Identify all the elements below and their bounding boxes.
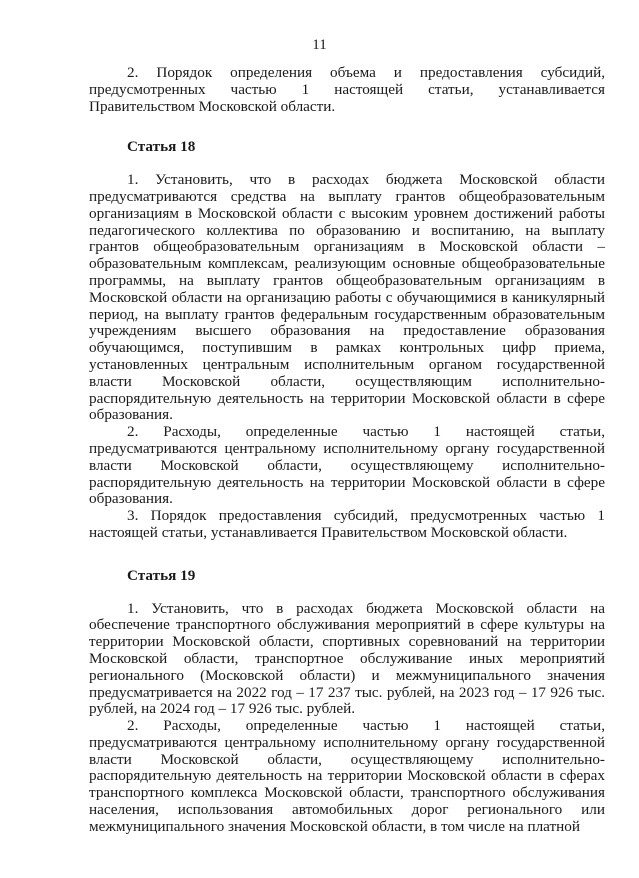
- paragraph: 1. Установить, что в расходах бюджета Московской области предусматриваются средства на выплату грантов общеобразовательным организациям в Московской области с высоким уровнем достижений работы педагогического коллектива по образованию и воспитанию, на выплату грантов общеобразовательным организациям в Московской области – образовательным комплексам, реализующим основные общеобразовательные программы, на выплату грантов общеобразовательным организациям в Московской области на организацию работы с обучающимися в каникулярный период, на выплату грантов федеральным государственным образовательным учреждениям высшего образования на предоставление образования обучающимся, поступившим в рамках контрольных цифр приема, установленных центральным исполнительным органом государственной власти Московской области, осуществляющим исполнительно-распорядительную деятельность на территории Московской области в сфере образования.: [89, 171, 605, 424]
- paragraph: 3. Порядок предоставления субсидий, предусмотренных частью 1 настоящей статьи, устанавливается Правительством Московской области.: [89, 507, 605, 541]
- spacer: [89, 156, 605, 172]
- spacer: [89, 542, 605, 568]
- paragraph: 1. Установить, что в расходах бюджета Московской области на обеспечение транспортного обслуживания мероприятий в сфере культуры на территории Московской области, спортивных соревнований на территории Московской области, транспортное обслуживание иных мероприятий регионального (Московской области) и межмуниципального значения предусматривается на 2022 год – 17 237 тыс. рублей, на 2023 год – 17 926 тыс. рублей, на 2024 год – 17 926 тыс. рублей.: [89, 599, 605, 718]
- page-content: [89, 65, 605, 836]
- page-number: 11: [312, 37, 327, 53]
- paragraph: 2. Расходы, определенные частью 1 настоящей статьи, предусматриваются центральному исполнительному органу государственной власти Московской области, осуществляющему исполнительно-распорядительную деятельность на территории Московской области в сфере образования.: [89, 423, 605, 508]
- spacer: [89, 585, 605, 601]
- paragraph: 2. Порядок определения объема и предоставления субсидий, предусмотренных частью 1 настоящей статьи, устанавливается Правительством Московской области.: [89, 64, 605, 115]
- spacer: [89, 115, 605, 139]
- paragraph: 2. Расходы, определенные частью 1 настоящей статьи, предусматриваются центральному исполнительному органу государственной власти Московской области, осуществляющему исполнительно-распорядительную деятельность на территории Московской области в сферах транспортного комплекса Московской области, транспортного обслуживания населения, использования автомобильных дорог регионального или межмуниципального значения Московской области, в том числе на платной: [89, 717, 605, 835]
- article-heading: Статья 18: [127, 138, 196, 156]
- article-heading: Статья 19: [127, 566, 196, 584]
